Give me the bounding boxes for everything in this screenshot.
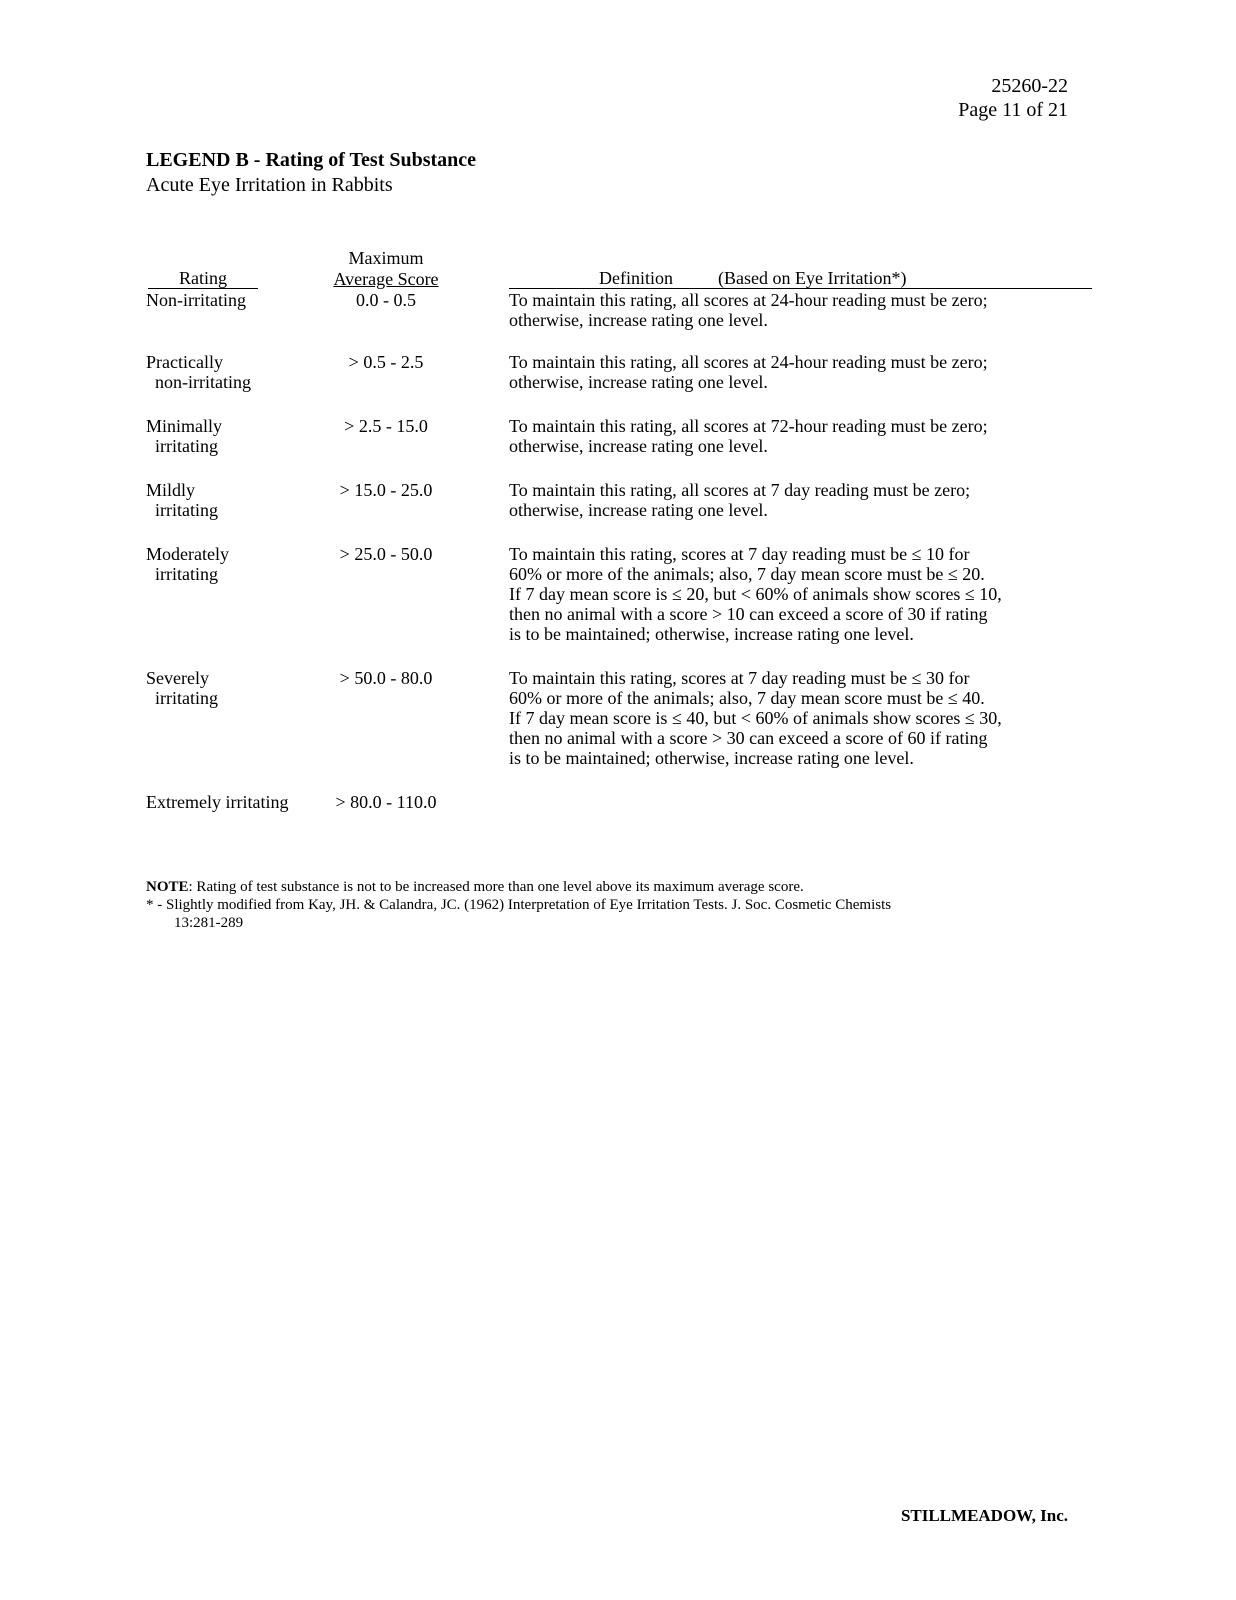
reference-text-continued: 13:281-289	[174, 915, 244, 931]
definition-cell	[509, 416, 1092, 456]
definition-cell	[509, 480, 1092, 520]
definition-cell	[509, 544, 1092, 644]
rating-label: Extremely irritating	[146, 792, 289, 812]
definition-line: otherwise, increase rating one level.	[509, 372, 768, 392]
definition-line: otherwise, increase rating one level.	[509, 500, 768, 520]
definition-cell	[509, 668, 1092, 768]
definition-line: If 7 day mean score is ≤ 40, but < 60% of animals show scores ≤ 30,	[509, 708, 1002, 728]
score-cell: > 2.5 - 15.0	[344, 416, 428, 436]
rating-label-continued: non-irritating	[155, 372, 251, 392]
definition-line: otherwise, increase rating one level.	[509, 310, 768, 330]
definition-line: To maintain this rating, all scores at 24-hour reading must be zero;	[509, 352, 988, 372]
rating-label: Minimally	[146, 416, 222, 436]
definition-line: To maintain this rating, all scores at 7 day reading must be zero;	[509, 480, 971, 500]
rating-cell	[146, 290, 316, 310]
rating-label: Practically	[146, 352, 223, 372]
rating-label: Mildly	[146, 480, 196, 500]
reference-text: * - Slightly modified from Kay, JH. & Calandra, JC. (1962) Interpretation of Eye Irritation Tests. J. Soc. Cosmetic Chemists	[146, 897, 892, 913]
rating-cell	[146, 544, 316, 584]
rating-label: Non-irritating	[146, 290, 246, 310]
definition-line: is to be maintained; otherwise, increase rating one level.	[509, 748, 914, 768]
title-block	[146, 148, 476, 198]
definition-line: To maintain this rating, scores at 7 day reading must be ≤ 10 for	[509, 544, 970, 564]
definition-line: otherwise, increase rating one level.	[509, 436, 768, 456]
document-subtitle: Acute Eye Irritation in Rabbits	[146, 174, 393, 196]
definition-line: To maintain this rating, all scores at 72-hour reading must be zero;	[509, 416, 988, 436]
rating-cell	[146, 668, 316, 708]
notes-section	[146, 878, 891, 932]
note-label: NOTE	[146, 879, 189, 895]
rating-label-continued: irritating	[155, 564, 218, 584]
reference-line	[146, 896, 891, 932]
score-cell: > 50.0 - 80.0	[339, 668, 433, 688]
rating-cell	[146, 416, 316, 456]
rating-label-continued: irritating	[155, 436, 218, 456]
rating-label-continued: irritating	[155, 688, 218, 708]
document-number: 25260-22	[991, 75, 1068, 97]
definition-cell	[509, 352, 1092, 392]
header-definition-label: Definition	[599, 268, 673, 288]
score-cell: > 25.0 - 50.0	[339, 544, 433, 564]
score-cell: > 0.5 - 2.5	[348, 352, 424, 372]
rating-cell	[146, 792, 316, 812]
rating-label: Moderately	[146, 544, 229, 564]
note-line	[146, 878, 891, 896]
page-number: Page 11 of 21	[958, 99, 1068, 121]
definition-line: To maintain this rating, all scores at 24-hour reading must be zero;	[509, 290, 988, 310]
definition-line: then no animal with a score > 10 can exceed a score of 30 if rating	[509, 604, 988, 624]
header-max-average-score	[322, 248, 450, 290]
score-cell: > 15.0 - 25.0	[339, 480, 433, 500]
score-cell: > 80.0 - 110.0	[335, 792, 437, 812]
definition-line: If 7 day mean score is ≤ 20, but < 60% of animals show scores ≤ 10,	[509, 584, 1002, 604]
footer-company: STILLMEADOW, Inc.	[900, 1506, 1068, 1525]
rating-label: Severely	[146, 668, 209, 688]
note-text: : Rating of test substance is not to be increased more than one level above its maximum average score.	[188, 879, 804, 895]
rating-cell	[146, 352, 316, 392]
header-definition-basis: (Based on Eye Irritation*)	[718, 268, 907, 288]
header-rating: Rating	[146, 268, 316, 289]
rating-table	[146, 248, 1092, 812]
definition-line: then no animal with a score > 30 can exceed a score of 60 if rating	[509, 728, 988, 748]
definition-cell	[509, 290, 1092, 330]
definition-line: is to be maintained; otherwise, increase rating one level.	[509, 624, 914, 644]
rating-cell	[146, 480, 316, 520]
header-score-line1: Maximum	[348, 248, 424, 268]
header-score-line2: Average Score	[333, 269, 439, 289]
table-header-row	[146, 248, 1092, 290]
definition-line: To maintain this rating, scores at 7 day reading must be ≤ 30 for	[509, 668, 970, 688]
document-title: LEGEND B - Rating of Test Substance	[146, 149, 477, 171]
definition-line: 60% or more of the animals; also, 7 day mean score must be ≤ 20.	[509, 564, 985, 584]
rating-label-continued: irritating	[155, 500, 218, 520]
definition-line: 60% or more of the animals; also, 7 day mean score must be ≤ 40.	[509, 688, 985, 708]
score-cell: 0.0 - 0.5	[356, 290, 416, 310]
page-header	[958, 74, 1068, 122]
header-definition	[509, 268, 1092, 289]
